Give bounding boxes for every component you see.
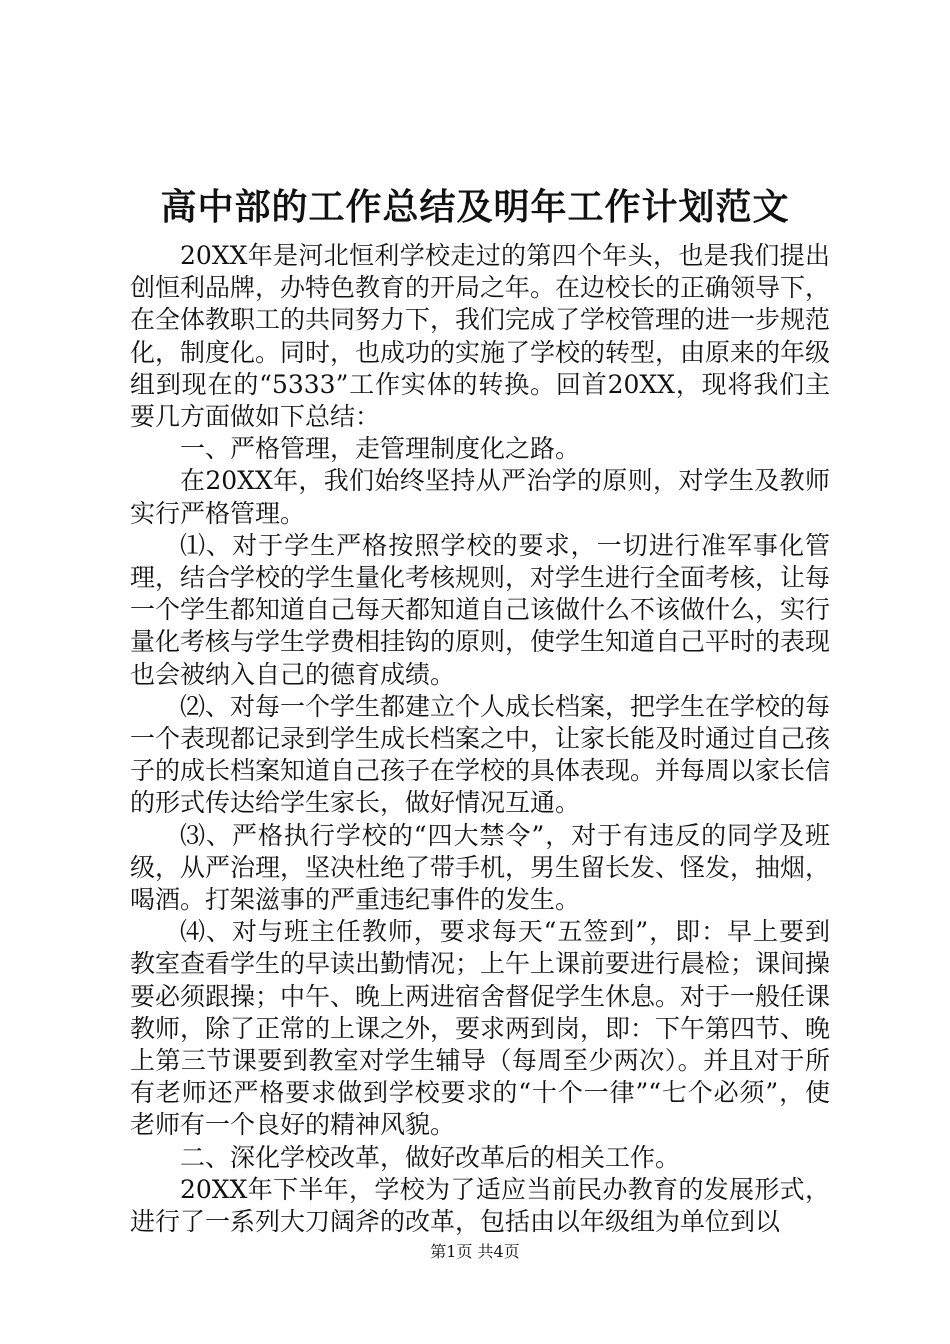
list-item-1: ⑴、对于学生严格按照学校的要求，一切进行准军事化管理，结合学校的学生量化考核规则，对学生进行全面考核，让每一个学生都知道自己每天都知道自己该做什么不该做什么，实行量化考核与学生学费相挂钩的原则，使学生知道自己平时的表现也会被纳入自己的德育成绩。 bbox=[130, 530, 831, 689]
document-body bbox=[130, 240, 830, 1238]
section-heading-1: 一、严格管理，走管理制度化之路。 bbox=[180, 434, 581, 464]
list-item-2: ⑵、对每一个学生都建立个人成长档案，把学生在学校的每一个表现都记录到学生成长档案之中，让家长能及时通过自己孩子的成长档案知道自己孩子在学校的具体表现。并每周以家长信的形式传达给学生家长，做好情况互通。 bbox=[130, 691, 831, 818]
paragraph-intro: 20XX年是河北恒利学校走过的第四个年头，也是我们提出创恒利品牌，办特色教育的开局之年。在边校长的正确领导下，在全体教职工的共同努力下，我们完成了学校管理的进一步规范化，制度化。同时，也成功的实施了学校的转型，由原来的年级组到现在的“5333”工作实体的转换。回首20XX，现将我们主要几方面做如下总结： bbox=[130, 241, 831, 432]
section-heading-2: 二、深化学校改革，做好改革后的相关工作。 bbox=[180, 1142, 681, 1172]
page-footer: 第1页 共4页 bbox=[430, 1242, 520, 1261]
paragraph-1: 在20XX年，我们始终坚持从严治学的原则，对学生及教师实行严格管理。 bbox=[130, 466, 830, 528]
paragraph-2: 20XX年下半年，学校为了适应当前民办教育的发展形式，进行了一系列大刀阔斧的改革，包括由以年级组为单位到以 bbox=[130, 1174, 830, 1237]
document-title: 高中部的工作总结及明年工作计划范文 bbox=[160, 186, 790, 228]
list-item-3: ⑶、严格执行学校的“四大禁令”，对于有违反的同学及班级，从严治理，坚决杜绝了带手机，男生留长发、怪发，抽烟，喝酒。打架滋事的严重违纪事件的发生。 bbox=[130, 820, 831, 915]
list-item-4: ⑷、对与班主任教师，要求每天“五签到”，即：早上要到教室查看学生的早读出勤情况；上午上课前要进行晨检；课间操要必须跟操；中午、晚上两进宿舍督促学生休息。对于一般任课教师，除了正常的上课之外，要求两到岗，即：下午第四节、晚上第三节课要到教室对学生辅导（每周至少两次）。并且对于所有老师还严格要求做到学校要求的“十个一律”“七个必须”，使老师有一个良好的精神风貌。 bbox=[130, 917, 831, 1140]
